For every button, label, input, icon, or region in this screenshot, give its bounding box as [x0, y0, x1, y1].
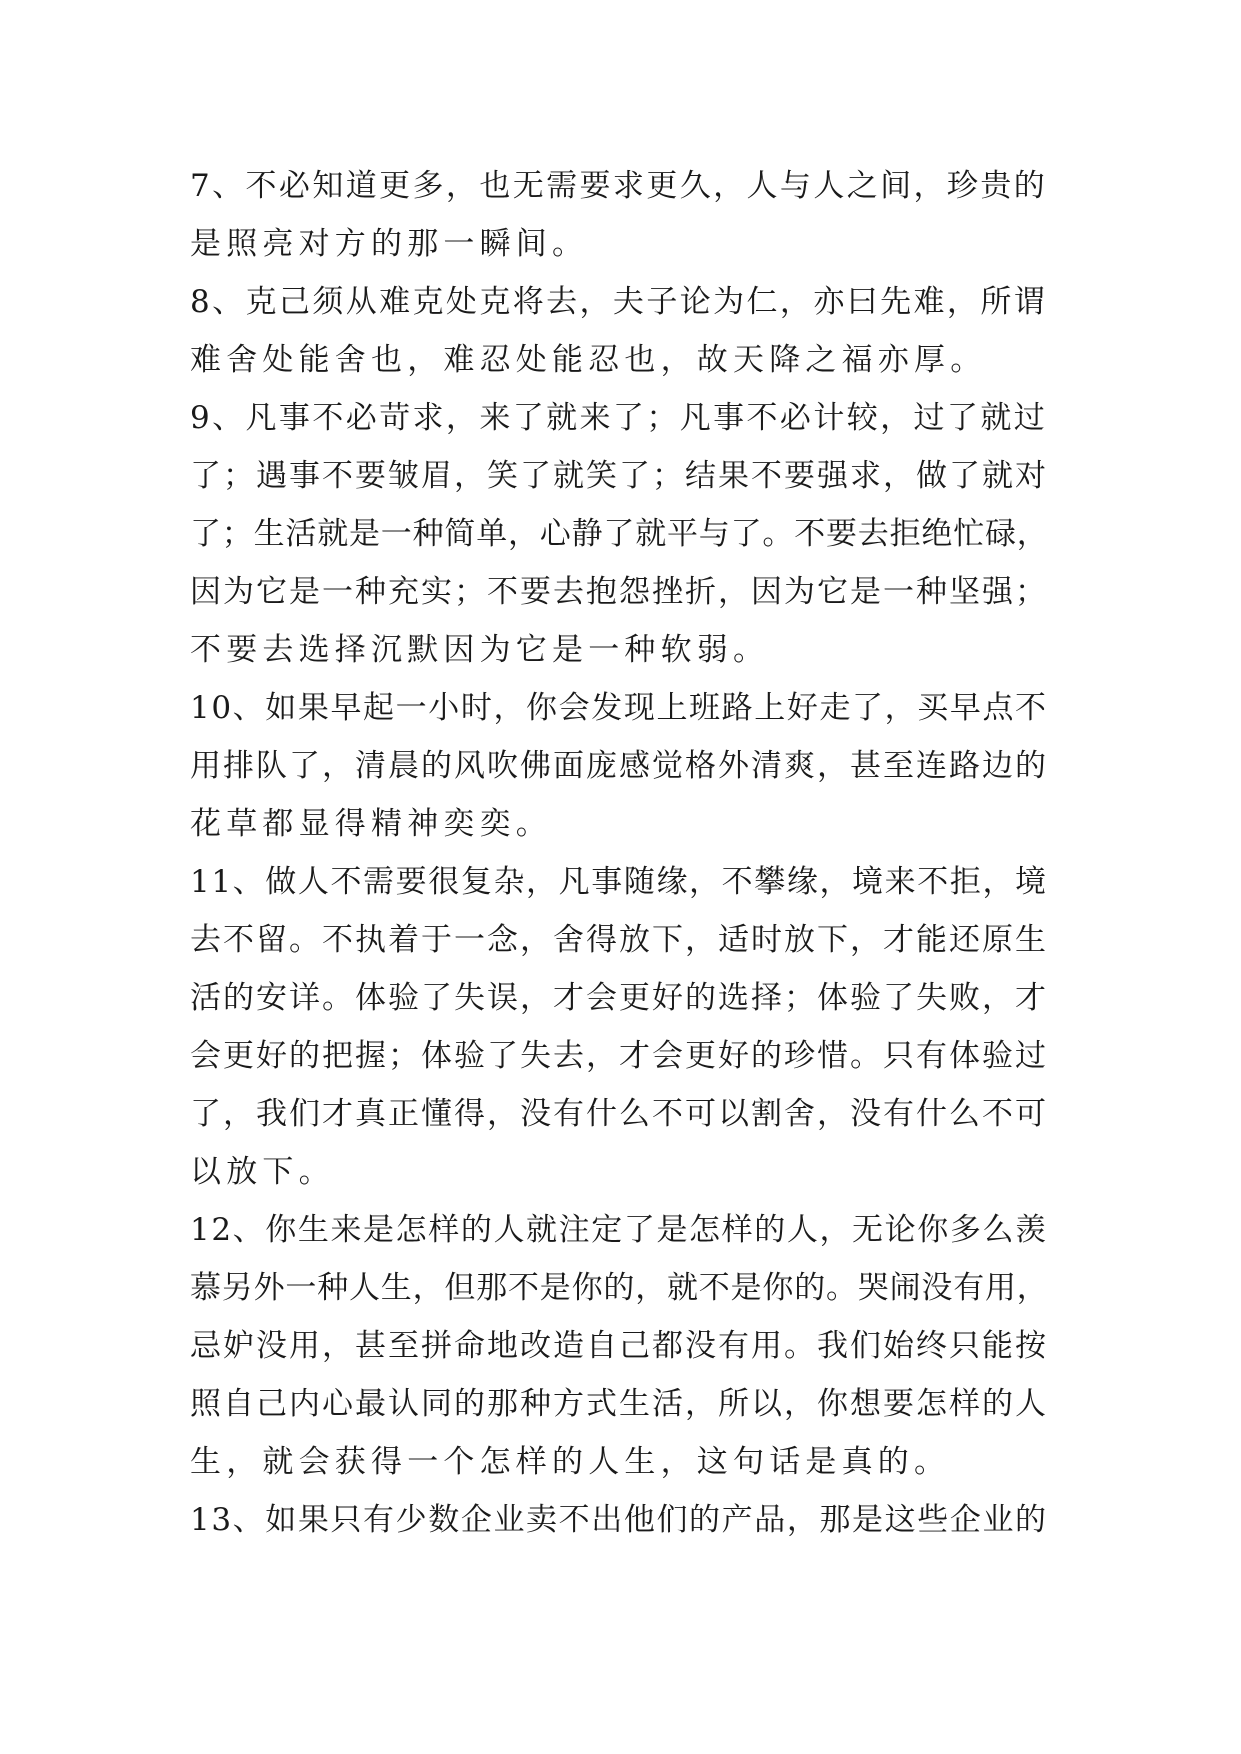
paragraph-7	[190, 157, 1050, 273]
text-line: 了；遇事不要皱眉，笑了就笑了；结果不要强求，做了就对	[190, 458, 1048, 494]
text-line: 忌妒没用，甚至拼命地改造自己都没有用。我们始终只能按	[190, 1328, 1048, 1364]
text-line: 10、如果早起一小时，你会发现上班路上好走了，买早点不	[190, 690, 1048, 726]
text-line: 照自己内心最认同的那种方式生活，所以，你想要怎样的人	[190, 1386, 1048, 1422]
text-line: 难舍处能舍也，难忍处能忍也，故天降之福亦厚。	[190, 342, 987, 378]
text-line: 活的安详。体验了失误，才会更好的选择；体验了失败，才	[190, 980, 1048, 1016]
text-line: 11、做人不需要很复杂，凡事随缘，不攀缘，境来不拒，境	[190, 864, 1048, 900]
text-line: 去不留。不执着于一念，舍得放下，适时放下，才能还原生	[190, 922, 1048, 958]
text-line: 了，我们才真正懂得，没有什么不可以割舍，没有什么不可	[190, 1096, 1048, 1132]
text-line: 用排队了，清晨的风吹佛面庞感觉格外清爽，甚至连路边的	[190, 748, 1048, 784]
paragraph-11	[190, 853, 1050, 1201]
text-line: 以放下。	[190, 1154, 335, 1190]
paragraph-12	[190, 1201, 1050, 1491]
text-line: 不要去选择沉默因为它是一种软弱。	[190, 632, 770, 668]
text-line: 了；生活就是一种简单，心静了就平与了。不要去拒绝忙碌，	[190, 516, 1049, 552]
text-line: 花草都显得精神奕奕。	[190, 806, 552, 842]
text-line: 12、你生来是怎样的人就注定了是怎样的人，无论你多么羡	[190, 1212, 1048, 1248]
paragraph-10	[190, 679, 1050, 853]
text-line: 9、凡事不必苛求，来了就来了；凡事不必计较，过了就过	[190, 400, 1048, 436]
paragraph-8	[190, 273, 1050, 389]
text-line: 7、不必知道更多，也无需要求更久，人与人之间，珍贵的	[190, 168, 1048, 204]
document-body	[190, 157, 1050, 1549]
paragraph-9	[190, 389, 1050, 679]
text-line: 慕另外一种人生，但那不是你的，就不是你的。哭闹没有用，	[190, 1270, 1049, 1306]
paragraph-13	[190, 1491, 1050, 1549]
text-line: 是照亮对方的那一瞬间。	[190, 226, 589, 262]
text-line: 8、克己须从难克处克将去，夫子论为仁，亦曰先难，所谓	[190, 284, 1048, 320]
text-line: 会更好的把握；体验了失去，才会更好的珍惜。只有体验过	[190, 1038, 1048, 1074]
text-line: 13、如果只有少数企业卖不出他们的产品，那是这些企业的	[190, 1502, 1048, 1538]
text-line: 因为它是一种充实；不要去抱怨挫折，因为它是一种坚强；	[190, 574, 1048, 610]
text-line: 生，就会获得一个怎样的人生，这句话是真的。	[190, 1444, 951, 1480]
